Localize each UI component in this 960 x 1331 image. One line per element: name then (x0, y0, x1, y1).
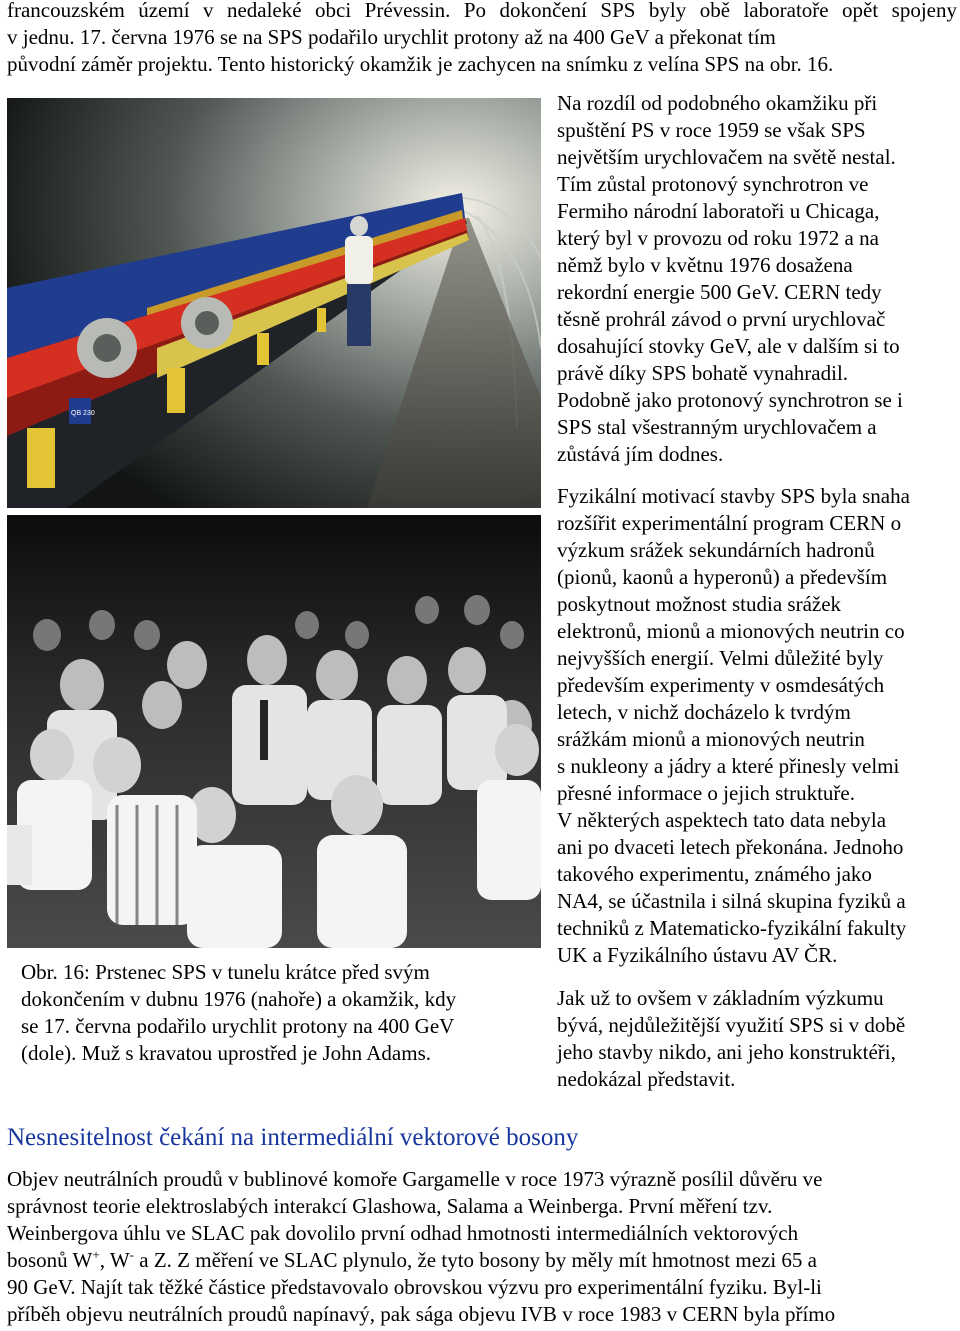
text-line: ani po dvaceti letech překonána. Jednoho (557, 835, 904, 859)
tunnel-illustration (7, 98, 541, 508)
text-line: němž bylo v květnu 1976 dosažena (557, 253, 853, 277)
section-paragraph (7, 1166, 957, 1328)
text-line: UK a Fyzikálního ústavu AV ČR. (557, 943, 838, 967)
text-line: zůstává jím dodnes. (557, 442, 724, 466)
text-line: rekordní energie 500 GeV. CERN tedy (557, 280, 882, 304)
intro-line: původní záměr projektu. Tento historický okamžik je zachycen na snímku z velína SPS na obr. 16. (7, 52, 834, 76)
tie-shape (260, 700, 268, 760)
text-line: správnost teorie elektroslabých interakcí Glashowa, Salama a Weinberga. První měření tzv. (7, 1194, 773, 1218)
text-line: největším urychlovačem na světě nestal. (557, 145, 896, 169)
text-line: který byl v provozu od roku 1972 a na (557, 226, 879, 250)
text-line: srážkám mionů a mionových neutrin (557, 727, 865, 751)
text-line: (pionů, kaonů a hyperonů) a především (557, 565, 888, 589)
text-line: právě díky SPS bohatě vynahradil. (557, 361, 849, 385)
text-line: Tím zůstal protonový synchrotron ve (557, 172, 869, 196)
text-line: V některých aspektech tato data nebyla (557, 808, 887, 832)
text-line: Weinbergova úhlu ve SLAC pak dovolilo první odhad hmotnosti intermediálních vektorových (7, 1221, 799, 1245)
text-line: spuštění PS v roce 1959 se však SPS (557, 118, 866, 142)
text-line: nejvyšších energií. Velmi důležité byly (557, 646, 884, 670)
right-paragraph-3 (557, 985, 957, 1093)
text-line: Jak už to ovšem v základním výzkumu (557, 986, 884, 1010)
section-heading: Nesnesitelnost čekání na intermediální vektorové bosony (7, 1124, 579, 1151)
caption-line: dokončením v dubnu 1976 (nahoře) a okamžik, kdy (21, 987, 457, 1011)
text-line: rozšířit experimentální program CERN o (557, 511, 902, 535)
text-line: jeho stavby nikdo, ani jeho konstruktéři, (557, 1040, 896, 1064)
text-line: především experimenty v osmdesátých (557, 673, 885, 697)
control-room-photo (7, 515, 541, 948)
intro-paragraph (7, 0, 957, 78)
intro-line: francouzském území v nedaleké obci Prévessin. Po dokončení SPS byly obě laboratoře opět spojeny (7, 0, 957, 22)
text-line: bývá, nejdůležitější využití SPS si v době (557, 1013, 906, 1037)
crowd-illustration (7, 515, 541, 948)
text-line: Fyzikální motivací stavby SPS byla snaha (557, 484, 910, 508)
text-line: SPS stal všestranným urychlovačem a (557, 415, 877, 439)
superscript-minus: - (129, 1247, 135, 1262)
text-line-with-superscripts (7, 1247, 957, 1274)
text-fragment: , W (99, 1248, 130, 1272)
text-line: NA4, se účastnila i silná skupina fyziků a (557, 889, 906, 913)
magnet-label: QB 230 (71, 410, 95, 417)
text-fragment: a Z. Z měření ve SLAC plynulo, že tyto bosony by měly mít hmotnost mezi 65 a (134, 1248, 817, 1272)
text-line: těsně prohrál závod o první urychlovač (557, 307, 886, 331)
right-paragraph-2 (557, 483, 957, 969)
caption-line: Obr. 16: Prstenec SPS v tunelu krátce před svým (21, 960, 430, 984)
text-line: Na rozdíl od podobného okamžiku při (557, 91, 878, 115)
text-line: letech, v nichž docházelo k tvrdým (557, 700, 851, 724)
text-line: Podobně jako protonový synchrotron se i (557, 388, 903, 412)
text-line: s nukleony a jádry a které přinesly velmi (557, 754, 900, 778)
text-line: výzkum srážek sekundárních hadronů (557, 538, 875, 562)
caption-line: (dole). Muž s kravatou uprostřed je John Adams. (21, 1041, 432, 1065)
text-line: dosahující stovky GeV, ale v dalším si to (557, 334, 900, 358)
text-line: elektronů, mionů a mionových neutrin co (557, 619, 905, 643)
text-line: takového experimentu, známého jako (557, 862, 872, 886)
superscript-plus: + (92, 1247, 100, 1262)
text-line: přesné informace o jejich struktuře. (557, 781, 855, 805)
text-line: nedokázal představit. (557, 1067, 736, 1091)
sps-tunnel-photo (7, 98, 541, 508)
intro-line: v jednu. 17. června 1976 se na SPS podařilo urychlit protony až na 400 GeV a překonat tím (7, 25, 776, 49)
text-line: příběh objevu neutrálních proudů napínavý, pak sága objevu IVB v roce 1983 v CERN byla přímo (7, 1302, 836, 1326)
figure-caption (21, 959, 521, 1067)
right-paragraph-1 (557, 90, 957, 468)
text-line: Fermiho národní laboratoři u Chicaga, (557, 199, 880, 223)
text-line: techniků z Matematicko-fyzikální fakulty (557, 916, 907, 940)
text-fragment: bosonů W (7, 1248, 93, 1272)
text-line: 90 GeV. Najít tak těžké částice představovalo obrovskou výzvu pro experimentální fyziku. Byl-li (7, 1275, 822, 1299)
caption-line: se 17. června podařilo urychlit protony na 400 GeV (21, 1014, 455, 1038)
text-line: Objev neutrálních proudů v bublinové komoře Gargamelle v roce 1973 výrazně posílil důvěru ve (7, 1167, 823, 1191)
text-line: poskytnout možnost studia srážek (557, 592, 842, 616)
